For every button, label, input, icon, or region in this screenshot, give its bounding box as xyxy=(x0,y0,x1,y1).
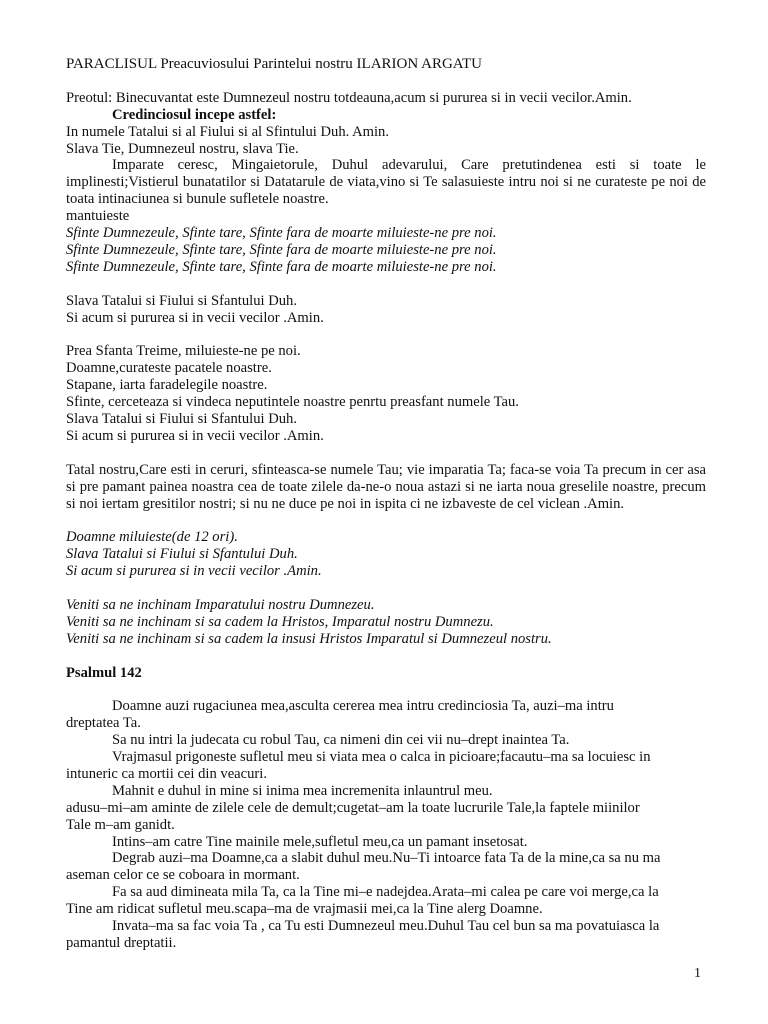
glory-line-1: Slava Tatalui si Fiului si Sfantului Duh. xyxy=(66,292,297,309)
mercy-line-3: Si acum si pururea si in vecii vecilor .Amin. xyxy=(66,563,322,580)
glory-line-2: Si acum si pururea si in vecii vecilor .Amin. xyxy=(66,309,324,326)
come-line-2: Veniti sa ne inchinam si sa cadem la Hristos, Imparatul nostru Dumnezu. xyxy=(66,613,494,630)
priest-line: Preotul: Binecuvantat este Dumnezeul nostru totdeauna,acum si pururea si in vecii vecilor.Amin. xyxy=(66,89,632,106)
spacer xyxy=(66,681,706,698)
psalm-verse-6-first: Degrab auzi–ma Doamne,ca a slabit duhul meu.Nu–Ti intoarce fata Ta de la mine,ca sa nu ma xyxy=(112,850,661,867)
mantuieste-line: mantuieste xyxy=(66,208,130,225)
psalm-verse-7-rest: Tine am ridicat sufletul meu.scapa–ma de vrajmasii mei,ca la Tine alerg Doamne. xyxy=(66,901,543,918)
spacer xyxy=(66,276,706,293)
psalm-verse-3-first: Vrajmasul prigoneste sufletul meu si viata mea o calca in picioare;facautu–ma sa locuiesc in xyxy=(112,749,651,766)
come-line-1: Veniti sa ne inchinam Imparatului nostru Dumnezeu. xyxy=(66,596,375,613)
trisagion-line-3: Sfinte Dumnezeule, Sfinte tare, Sfinte fara de moarte miluieste-ne pre noi. xyxy=(66,258,497,275)
mercy-line-1: Doamne miluieste(de 12 ori). xyxy=(66,529,238,546)
psalm-verse-4-first: Mahnit e duhul in mine si inima mea incremenita inlauntrul meu. xyxy=(112,782,493,799)
trinity-line-1: Prea Sfanta Treime, miluieste-ne pe noi. xyxy=(66,343,301,360)
psalm-verse-1-rest: dreptatea Ta. xyxy=(66,715,141,732)
document-page xyxy=(66,56,706,952)
page-number: 1 xyxy=(694,966,701,981)
heavenly-king-prayer: Imparate ceresc, Mingaietorule, Duhul adevarului, Care pretutindenea esti si toate le implinesti;Vistierul bunatatilor si Datatarule de viata,vino si Te salasuieste intru noi si ne curateste pe noi de toata intinaciunea si bunule sufletele noastre. xyxy=(66,157,706,208)
trinity-line-6: Si acum si pururea si in vecii vecilor .Amin. xyxy=(66,427,324,444)
psalm-verse-5-first: Intins–am catre Tine mainile mele,sufletul meu,ca un pamant insetosat. xyxy=(112,833,528,850)
spacer xyxy=(66,326,706,343)
spacer xyxy=(66,445,706,462)
spacer xyxy=(66,512,706,529)
psalm-verse-8-first: Invata–ma sa fac voia Ta , ca Tu esti Dumnezeul meu.Duhul Tau cel bun sa ma povatuiasca la xyxy=(112,918,660,935)
psalm-verse-1-first: Doamne auzi rugaciunea mea,asculta cererea mea intru credinciosia Ta, auzi–ma intru xyxy=(112,698,614,715)
opening-line-2: Slava Tie, Dumnezeul nostru, slava Tie. xyxy=(66,140,299,157)
psalm-verse-4-rest: adusu–mi–am aminte de zilele cele de demult;cugetat–am la toate lucrurile Tale,la faptele miinilor xyxy=(66,799,640,816)
lords-prayer: Tatal nostru,Care esti in ceruri, sfinteasca-se numele Tau; vie imparatia Ta; faca-se voia Ta precum in cer asa si pre pamant painea noastra cea de toate zilele da-ne-o noua astazi si ne iarta noua greselile noastre, precum si noi iertam gresitilor nostri; si nu ne duce pe noi in ispita ci ne izbaveste de cel viclean .Amin. xyxy=(66,461,706,512)
spacer xyxy=(66,580,706,597)
trinity-line-2: Doamne,curateste pacatele noastre. xyxy=(66,360,272,377)
spacer xyxy=(66,73,706,90)
psalm-verse-8-rest: pamantul dreptatii. xyxy=(66,935,177,951)
psalm-heading: Psalmul 142 xyxy=(66,664,142,681)
trisagion-line-2: Sfinte Dumnezeule, Sfinte tare, Sfinte fara de moarte miluieste-ne pre noi. xyxy=(66,241,497,258)
spacer xyxy=(66,648,706,665)
psalm-verse-4-rest2: Tale m–am ganidt. xyxy=(66,816,175,833)
psalm-verse-3-rest: intuneric ca mortii cei din veacuri. xyxy=(66,765,267,782)
trisagion-line-1: Sfinte Dumnezeule, Sfinte tare, Sfinte fara de moarte miluieste-ne pre noi. xyxy=(66,225,497,242)
trinity-line-5: Slava Tatalui si Fiului si Sfantului Duh. xyxy=(66,410,297,427)
trinity-line-4: Sfinte, cerceteaza si vindeca neputintele noastre penrtu preasfant numele Tau. xyxy=(66,394,519,411)
psalm-verse-6-rest: aseman celor ce se coboara in mormant. xyxy=(66,867,300,884)
come-line-3: Veniti sa ne inchinam si sa cadem la insusi Hristos Imparatul si Dumnezeul nostru. xyxy=(66,630,552,647)
trinity-line-3: Stapane, iarta faradelegile noastre. xyxy=(66,377,268,394)
document-title: PARACLISUL Preacuviosului Parintelui nostru ILARION ARGATU xyxy=(66,56,482,72)
psalm-verse-7-first: Fa sa aud dimineata mila Ta, ca la Tine mi–e nadejdea.Arata–mi calea pe care voi merge,ca la xyxy=(112,884,659,901)
psalm-verse-2-first: Sa nu intri la judecata cu robul Tau, ca nimeni din cei vii nu–drept inaintea Ta. xyxy=(112,732,570,749)
faithful-heading: Credinciosul incepe astfel: xyxy=(112,106,277,123)
opening-line-1: In numele Tatalui si al Fiului si al Sfintului Duh. Amin. xyxy=(66,123,389,140)
mercy-line-2: Slava Tatalui si Fiului si Sfantului Duh. xyxy=(66,546,298,563)
